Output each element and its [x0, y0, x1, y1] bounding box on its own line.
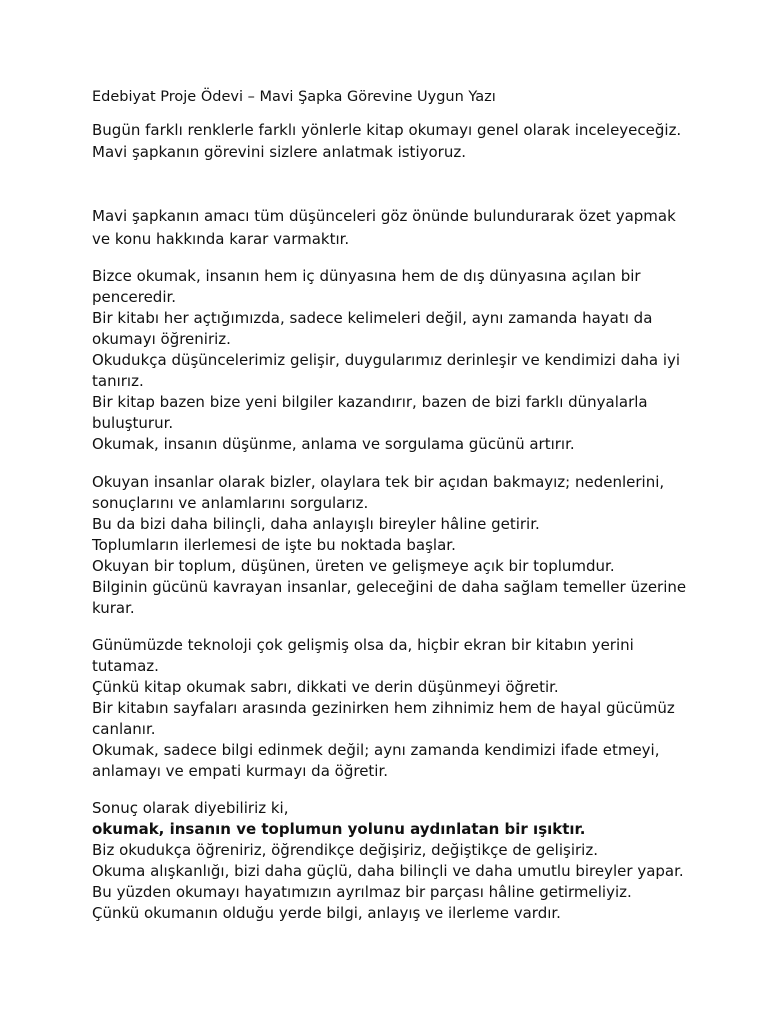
bold-statement: okumak, insanın ve toplumun yolunu aydınlatan bir ışıktır.	[92, 820, 586, 838]
paragraph-line: Bugün farklı renklerle farklı yönlerle kitap okumayı genel olarak inceleyeceğiz.	[92, 121, 682, 139]
paragraph-line: Bilginin gücünü kavrayan insanlar, geleceğini de daha sağlam temeller üzerine	[92, 578, 687, 596]
paragraph-line: Mavi şapkanın görevini sizlere anlatmak istiyoruz.	[92, 143, 466, 161]
paragraph-line: Bir kitabın sayfaları arasında gezinirken hem zihnimiz hem de hayal gücümüz	[92, 699, 675, 717]
paragraph-line: sonuçlarını ve anlamlarını sorgularız.	[92, 494, 369, 512]
paragraph-line: Okumak, insanın düşünme, anlama ve sorgulama gücünü artırır.	[92, 435, 575, 453]
paragraph-line: Sonuç olarak diyebiliriz ki,	[92, 799, 289, 817]
paragraph-line: penceredir.	[92, 288, 177, 306]
paragraph-line: Mavi şapkanın amacı tüm düşünceleri göz önünde bulundurarak özet yapmak	[92, 207, 676, 225]
paragraph-line: Okuyan bir toplum, düşünen, üreten ve gelişmeye açık bir toplumdur.	[92, 557, 615, 575]
paragraph-line: Okuma alışkanlığı, bizi daha güçlü, daha bilinçli ve daha umutlu bireyler yapar.	[92, 862, 684, 880]
document-title: Edebiyat Proje Ödevi – Mavi Şapka Görevine Uygun Yazı	[92, 89, 496, 105]
paragraph-line: anlamayı ve empati kurmayı da öğretir.	[92, 762, 389, 780]
paragraph-line: kurar.	[92, 599, 135, 617]
paragraph-line: Günümüzde teknoloji çok gelişmiş olsa da, hiçbir ekran bir kitabın yerini	[92, 636, 634, 654]
paragraph-line: Toplumların ilerlemesi de işte bu noktada başlar.	[92, 536, 456, 554]
paragraph-line: tutamaz.	[92, 657, 159, 675]
paragraph-line: ve konu hakkında karar varmaktır.	[92, 230, 350, 248]
paragraph-line: Bu da bizi daha bilinçli, daha anlayışlı bireyler hâline getirir.	[92, 515, 540, 533]
paragraph-line: Bir kitabı her açtığımızda, sadece kelimeleri değil, aynı zamanda hayatı da	[92, 309, 653, 327]
paragraph-line: Okumak, sadece bilgi edinmek değil; aynı zamanda kendimizi ifade etmeyi,	[92, 741, 660, 759]
paragraph-line: buluşturur.	[92, 414, 174, 432]
paragraph-line: Bizce okumak, insanın hem iç dünyasına hem de dış dünyasına açılan bir	[92, 267, 641, 285]
paragraph-line: Çünkü okumanın olduğu yerde bilgi, anlayış ve ilerleme vardır.	[92, 904, 561, 922]
paragraph-line: Okuyan insanlar olarak bizler, olaylara tek bir açıdan bakmayız; nedenlerini,	[92, 473, 665, 491]
paragraph-line: tanırız.	[92, 372, 144, 390]
paragraph-line: Okudukça düşüncelerimiz gelişir, duygularımız derinleşir ve kendimizi daha iyi	[92, 351, 681, 369]
paragraph-line: Bu yüzden okumayı hayatımızın ayrılmaz bir parçası hâline getirmeliyiz.	[92, 883, 632, 901]
paragraph-line: Biz okudukça öğreniriz, öğrendikçe değişiriz, değiştikçe de gelişiriz.	[92, 841, 598, 859]
paragraph-line: okumayı öğreniriz.	[92, 330, 231, 348]
paragraph-line: canlanır.	[92, 720, 156, 738]
paragraph-line: Bir kitap bazen bize yeni bilgiler kazandırır, bazen de bizi farklı dünyalarla	[92, 393, 648, 411]
paragraph-line: Çünkü kitap okumak sabrı, dikkati ve derin düşünmeyi öğretir.	[92, 678, 559, 696]
